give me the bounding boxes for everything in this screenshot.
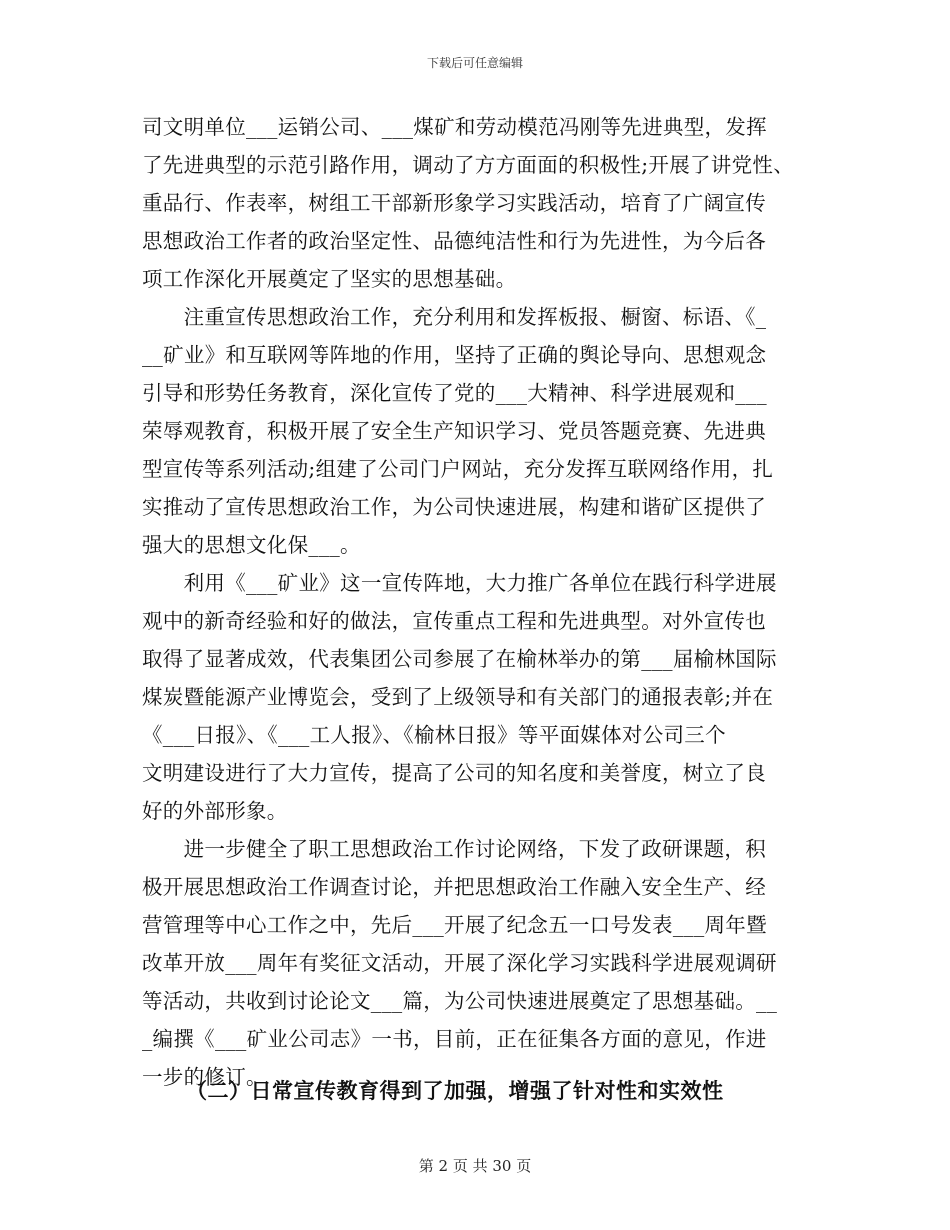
text-line: 重品行、作表率，树组工干部新形象学习实践活动，培育了广阔宣传 [142,191,766,215]
text-line: _编撰《___矿业公司志》一书，目前，正在征集各方面的意见，作进 [142,1027,767,1051]
text-line: __矿业》和互联网等阵地的作用，坚持了正确的舆论导向、思想观念 [142,343,767,367]
text-line: 利用《___矿业》这一宣传阵地，大力推广各单位在践行科学进展 [142,571,777,595]
text-line: 进一步健全了职工思想政治工作讨论网络，下发了政研课题，积 [142,837,766,861]
page-header: 下载后可任意编辑 [426,56,523,70]
text-line: 一步的修订。 [142,1065,267,1089]
text-line: 等活动，共收到讨论论文___篇，为公司快速进展奠定了思想基础。__ [142,989,778,1013]
page-number: 第 2 页 共 30 页 [418,1157,532,1175]
body-text [142,108,818,1096]
text-line: 煤炭暨能源产业博览会，受到了上级领导和有关部门的通报表彰;并在 [142,685,774,709]
text-line: 好的外部形象。 [142,799,288,823]
text-line: 引导和形势任务教育，深化宣传了党的___大精神、科学进展观和___ [142,381,767,405]
text-line: 荣辱观教育，积极开展了安全生产知识学习、党员答题竞赛、先进典 [142,419,766,443]
text-line: 文明建设进行了大力宣传，提高了公司的知名度和美誉度，树立了良 [142,761,766,785]
text-line: 改革开放___周年有奖征文活动，开展了深化学习实践科学进展观调研 [142,951,777,975]
text-line: 营管理等中心工作之中，先后___开展了纪念五一口号发表___周年暨 [142,913,767,937]
text-line: 司文明单位___运销公司、___煤矿和劳动模范冯刚等先进典型，发挥 [142,115,767,139]
text-line: 注重宣传思想政治工作，充分利用和发挥板报、橱窗、标语、《_ [142,305,767,329]
text-line: 观中的新奇经验和好的做法，宣传重点工程和先进典型。对外宣传也 [142,609,766,633]
text-line: 项工作深化开展奠定了坚实的思想基础。 [142,267,517,291]
section-heading: （二）日常宣传教育得到了加强，增强了针对性和实效性 [186,1078,724,1103]
text-line: 了先进典型的示范引路作用，调动了方方面面的积极性;开展了讲党性、 [142,153,795,177]
text-line: 《___日报》、《___工人报》、《榆林日报》等平面媒体对公司三个 [142,723,726,747]
text-line: 极开展思想政治工作调查讨论，并把思想政治工作融入安全生产、经 [142,875,766,899]
text-line: 型宣传等系列活动;组建了公司门户网站，充分发挥互联网络作用，扎 [142,457,774,481]
text-line: 取得了显著成效，代表集团公司参展了在榆林举办的第___届榆林国际 [142,647,777,671]
text-line: 实推动了宣传思想政治工作，为公司快速进展，构建和谐矿区提供了 [142,495,766,519]
text-line: 强大的思想文化保___。 [142,533,361,557]
text-line: 思想政治工作者的政治坚定性、品德纯洁性和行为先进性，为今后各 [142,229,766,253]
